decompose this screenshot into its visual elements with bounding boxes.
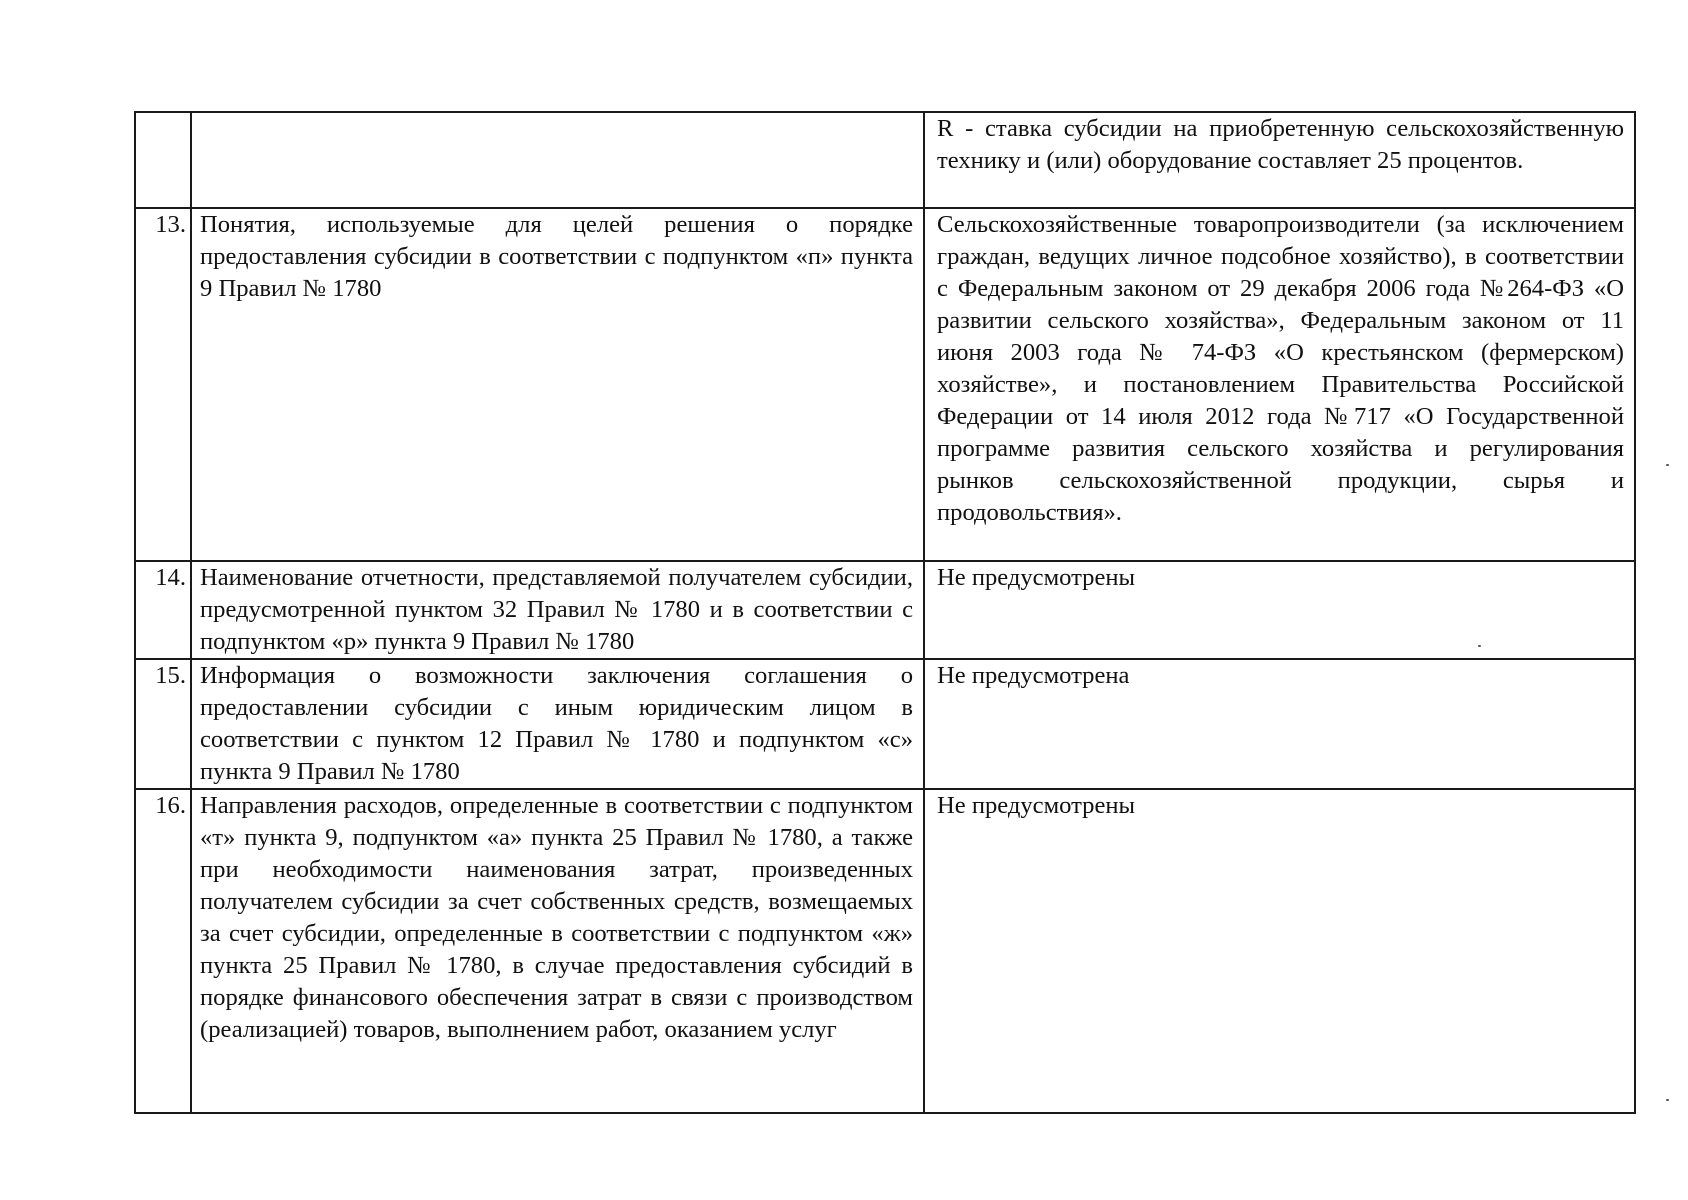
- table-row: [135, 789, 1635, 1113]
- row-description: Направления расходов, определенные в соответствии с подпунктом «т» пункта 9, подпунктом «а» пункта 25 Правил № 1780, а также при необходимости наименования затрат, произведенных получателем субсидии за счет собственных средств, возмещаемых за счет субсидии, определенные в соответствии с подпунктом «ж» пункта 25 Правил № 1780, в случае предоставления субсидий в порядке финансового обеспечения затрат в связи с производством (реализацией) товаров, выполнением работ, оказанием услуг: [191, 789, 924, 1113]
- document-table: [134, 111, 1636, 1114]
- row-value: Не предусмотрена: [924, 659, 1635, 789]
- row-number: 13.: [135, 208, 191, 561]
- table-row: [135, 208, 1635, 561]
- row-number: 14.: [135, 561, 191, 659]
- row-value: R - ставка субсидии на приобретенную сельскохозяйственную технику и (или) оборудование составляет 25 процентов.: [924, 112, 1635, 208]
- row-description: Наименование отчетности, представляемой получателем субсидии, предусмотренной пунктом 32 Правил № 1780 и в соответствии с подпунктом «р» пункта 9 Правил № 1780: [191, 561, 924, 659]
- row-value: Не предусмотрены: [924, 561, 1635, 659]
- row-number: 16.: [135, 789, 191, 1113]
- row-number: 15.: [135, 659, 191, 789]
- row-description: Информация о возможности заключения соглашения о предоставлении субсидии с иным юридическим лицом в соответствии с пунктом 12 Правил № 1780 и подпунктом «с» пункта 9 Правил № 1780: [191, 659, 924, 789]
- row-description: Понятия, используемые для целей решения о порядке предоставления субсидии в соответствии с подпунктом «п» пункта 9 Правил № 1780: [191, 208, 924, 561]
- row-value: Не предусмотрены: [924, 789, 1635, 1113]
- row-description: [191, 112, 924, 208]
- scan-speck: [1666, 1099, 1669, 1101]
- row-value: Сельскохозяйственные товаропроизводители (за исключением граждан, ведущих личное подсобное хозяйство), в соответствии с Федеральным законом от 29 декабря 2006 года №264-ФЗ «О развитии сельского хозяйства», Федеральным законом от 11 июня 2003 года № 74-ФЗ «О крестьянском (фермерском) хозяйстве», и постановлением Правительства Российской Федерации от 14 июля 2012 года №717 «О Государственной программе развития сельского хозяйства и регулирования рынков сельскохозяйственной продукции, сырья и продовольствия».: [924, 208, 1635, 561]
- scan-speck: [1478, 645, 1481, 647]
- table-row: [135, 112, 1635, 208]
- scan-speck: [1666, 464, 1669, 466]
- row-number: [135, 112, 191, 208]
- table-row: [135, 659, 1635, 789]
- table-row: [135, 561, 1635, 659]
